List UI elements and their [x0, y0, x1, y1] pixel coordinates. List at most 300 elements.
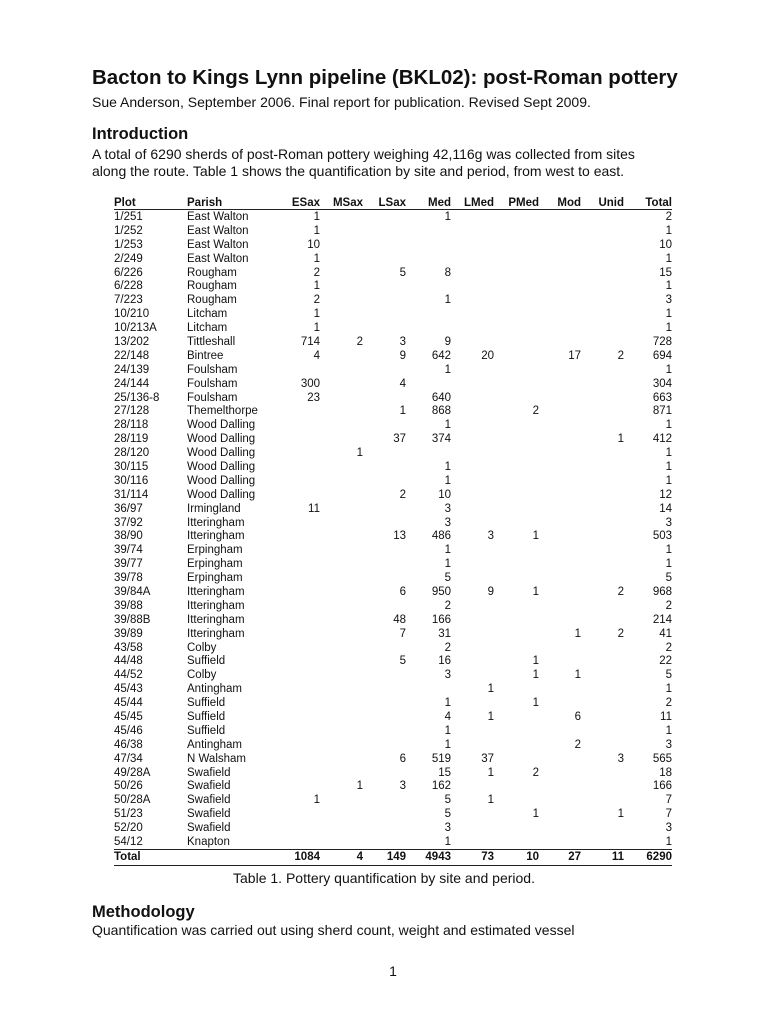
table-cell — [581, 266, 624, 280]
table-cell: 16 — [438, 655, 451, 668]
table-cell: 45/45 — [114, 711, 143, 723]
table-cell — [282, 738, 320, 752]
table-cell: 1 — [313, 210, 320, 223]
table-cell — [494, 266, 539, 280]
table-cell: 37 — [481, 752, 494, 765]
table-cell: 1 — [617, 433, 624, 446]
table-cell: 18 — [659, 766, 672, 779]
table-cell: 51/23 — [114, 808, 143, 821]
table-row — [114, 793, 672, 807]
table-cell — [539, 613, 581, 627]
table-cell — [494, 279, 539, 293]
table-cell — [363, 252, 406, 266]
table-cell: 1 — [444, 474, 451, 487]
table-cell: 3 — [399, 335, 406, 348]
table-cell — [282, 404, 320, 418]
table-cell: 519 — [431, 752, 451, 765]
table-cell: 1 — [665, 558, 672, 571]
table-cell: 486 — [431, 530, 451, 543]
table-cell: 37 — [393, 433, 406, 446]
table-cell — [363, 460, 406, 474]
table-cell: Wood Dalling — [187, 433, 256, 446]
table-row — [114, 738, 672, 752]
table-row — [114, 502, 672, 516]
table-cell — [539, 835, 581, 849]
table-cell: East Walton — [187, 252, 249, 265]
table-cell: 3 — [665, 822, 672, 835]
table-cell — [539, 210, 581, 224]
table-cell — [539, 502, 581, 516]
table-cell: 2 — [313, 266, 320, 279]
table-cell: 5 — [665, 572, 672, 585]
table-cell: 1/251 — [114, 210, 143, 223]
table-cell — [494, 627, 539, 641]
table-cell — [539, 766, 581, 780]
table-cell: 1 — [313, 322, 320, 335]
table-cell: Knapton — [187, 836, 230, 849]
table-cell: 5 — [444, 808, 451, 821]
table-cell: 6/228 — [114, 280, 143, 293]
table-cell: 1 — [487, 794, 494, 807]
table-cell: Swafield — [187, 780, 231, 793]
table-row — [114, 585, 672, 599]
table-cell — [539, 752, 581, 766]
table-row — [114, 724, 672, 738]
table-cell — [320, 529, 363, 543]
table-cell — [363, 557, 406, 571]
table-cell: 6 — [399, 585, 406, 598]
table-cell: Suffield — [187, 711, 226, 723]
table-cell — [581, 377, 624, 391]
intro-paragraph-line-1: A total of 6290 sherds of post-Roman pottery weighing 42,116g was collected from sites — [92, 146, 635, 162]
table-cell: 3 — [444, 669, 451, 682]
page-number: 1 — [389, 963, 397, 979]
table-cell — [363, 543, 406, 557]
table-row — [114, 391, 672, 405]
table-cell: 300 — [300, 377, 320, 390]
table-cell: Irmingland — [187, 502, 241, 515]
table-cell: Foulsham — [187, 377, 238, 390]
table-cell: 3 — [665, 294, 672, 307]
table-cell — [494, 599, 539, 613]
table-cell — [494, 210, 539, 224]
table-cell — [320, 696, 363, 710]
table-cell: 1 — [532, 697, 539, 710]
table-cell: 1 — [399, 405, 406, 418]
table-row — [114, 279, 672, 293]
table-cell: 4 — [444, 711, 451, 723]
table-cell: 694 — [652, 349, 672, 362]
table-cell: 28/119 — [114, 433, 149, 446]
table-cell: Tittleshall — [187, 335, 236, 348]
table-cell: 22/148 — [114, 349, 150, 362]
table-cell — [363, 835, 406, 849]
table-cell: 1 — [574, 627, 581, 640]
column-header-mod: Mod — [539, 194, 581, 210]
table-cell: 10 — [659, 238, 672, 251]
table-row — [114, 766, 672, 780]
table-cell — [451, 307, 494, 321]
table-cell — [494, 224, 539, 238]
table-cell: Wood Dalling — [187, 447, 256, 460]
table-cell — [494, 613, 539, 627]
table-cell — [581, 516, 624, 530]
table-cell: 1 — [313, 794, 320, 807]
table-cell — [539, 363, 581, 377]
table-cell: Themelthorpe — [187, 405, 258, 418]
table-cell — [451, 543, 494, 557]
table-caption: Table 1. Pottery quantification by site and period. — [233, 870, 535, 886]
table-cell — [282, 460, 320, 474]
table-cell — [539, 391, 581, 405]
table-cell: 2 — [532, 405, 539, 418]
table-cell — [539, 516, 581, 530]
table-cell — [539, 307, 581, 321]
table-cell: 166 — [652, 780, 672, 793]
table-cell — [494, 474, 539, 488]
table-cell: 1/253 — [114, 238, 143, 251]
table-cell: Antingham — [187, 683, 242, 696]
table-cell — [282, 807, 320, 821]
table-cell: 7 — [665, 794, 672, 807]
table-cell: Colby — [187, 641, 217, 654]
table-cell: Itteringham — [187, 530, 245, 543]
table-cell — [320, 404, 363, 418]
table-cell — [494, 780, 539, 794]
table-cell: 1 — [444, 363, 451, 376]
table-cell — [581, 210, 624, 224]
table-cell — [581, 224, 624, 238]
table-cell: 1/252 — [114, 224, 143, 237]
table-cell — [320, 418, 363, 432]
table-cell — [451, 571, 494, 585]
column-header-total: Total — [624, 194, 672, 210]
table-cell — [494, 363, 539, 377]
column-header-lsax: LSax — [363, 194, 406, 210]
table-cell — [494, 252, 539, 266]
table-cell: 15 — [659, 266, 672, 279]
table-cell — [581, 252, 624, 266]
table-cell: 44/48 — [114, 655, 143, 668]
table-cell — [282, 585, 320, 599]
table-cell: 39/89 — [114, 627, 143, 640]
table-cell — [581, 780, 624, 794]
table-cell — [363, 793, 406, 807]
table-cell — [539, 585, 581, 599]
table-cell — [282, 363, 320, 377]
table-cell — [451, 627, 494, 641]
table-cell: 1 — [665, 836, 672, 849]
table-row — [114, 432, 672, 446]
table-cell: 38/90 — [114, 530, 143, 543]
table-cell: 1 — [665, 724, 672, 737]
table-cell — [406, 224, 451, 238]
table-cell — [363, 321, 406, 335]
table-row — [114, 641, 672, 655]
table-cell — [451, 404, 494, 418]
table-cell — [539, 446, 581, 460]
table-row — [114, 516, 672, 530]
table-cell: Wood Dalling — [187, 474, 256, 487]
table-cell — [282, 432, 320, 446]
table-cell: 31/114 — [114, 488, 149, 501]
table-cell — [494, 543, 539, 557]
table-header-row — [114, 194, 672, 210]
table-cell: 1 — [532, 655, 539, 668]
table-cell: 13 — [393, 530, 406, 543]
table-row — [114, 293, 672, 307]
column-header-parish: Parish — [187, 194, 282, 210]
table-cell — [363, 738, 406, 752]
table-cell — [320, 488, 363, 502]
table-cell — [320, 363, 363, 377]
table-cell — [406, 307, 451, 321]
table-cell — [494, 516, 539, 530]
table-cell: 17 — [568, 349, 581, 362]
table-row — [114, 543, 672, 557]
table-cell: 871 — [652, 405, 672, 418]
column-header-esax: ESax — [282, 194, 320, 210]
methodology-heading: Methodology — [92, 903, 195, 921]
total-cell: 11 — [581, 849, 624, 865]
table-cell — [581, 571, 624, 585]
table-cell: 22 — [659, 655, 672, 668]
table-row — [114, 710, 672, 724]
table-cell: 1 — [487, 711, 494, 723]
table-cell — [451, 418, 494, 432]
table-cell — [282, 696, 320, 710]
column-header-lmed: LMed — [451, 194, 494, 210]
table-cell — [451, 502, 494, 516]
table-cell: 45/44 — [114, 697, 143, 710]
table-cell: 2 — [665, 210, 672, 223]
table-cell: 1 — [444, 294, 451, 307]
table-cell — [494, 641, 539, 655]
table-cell — [539, 821, 581, 835]
table-cell — [494, 391, 539, 405]
table-cell — [406, 252, 451, 266]
total-cell: 73 — [451, 849, 494, 865]
table-cell — [494, 321, 539, 335]
table-cell — [363, 293, 406, 307]
table-cell — [451, 835, 494, 849]
table-cell: Erpingham — [187, 572, 243, 585]
table-cell: 640 — [431, 391, 451, 404]
table-cell — [581, 529, 624, 543]
table-cell — [451, 252, 494, 266]
table-total-row — [114, 849, 672, 865]
table-cell — [363, 724, 406, 738]
table-cell: East Walton — [187, 224, 249, 237]
table-cell: 2 — [665, 599, 672, 612]
table-cell — [581, 835, 624, 849]
table-cell — [320, 321, 363, 335]
table-cell — [320, 793, 363, 807]
table-cell: 10 — [438, 488, 451, 501]
table-row — [114, 529, 672, 543]
table-cell: 46/38 — [114, 738, 143, 751]
table-cell: 3 — [444, 516, 451, 529]
table-cell — [451, 696, 494, 710]
table-cell: 1 — [444, 419, 451, 432]
table-cell: 1 — [665, 419, 672, 432]
table-cell — [539, 529, 581, 543]
table-cell — [406, 446, 451, 460]
table-cell: 5 — [399, 266, 406, 279]
table-cell: Swafield — [187, 794, 231, 807]
table-cell — [539, 460, 581, 474]
table-cell — [581, 738, 624, 752]
table-cell — [282, 668, 320, 682]
table-cell — [363, 502, 406, 516]
author-line: Sue Anderson, September 2006. Final report for publication. Revised Sept 2009. — [92, 94, 591, 110]
table-row — [114, 460, 672, 474]
table-cell: Rougham — [187, 294, 237, 307]
table-cell: 39/84A — [114, 585, 151, 598]
table-cell: 1 — [313, 252, 320, 265]
table-cell: 6/226 — [114, 266, 143, 279]
table-cell — [363, 682, 406, 696]
total-cell: Total — [114, 849, 187, 865]
table-cell — [581, 321, 624, 335]
table-cell — [320, 807, 363, 821]
table-cell: Itteringham — [187, 627, 245, 640]
table-cell — [451, 668, 494, 682]
table-cell — [494, 835, 539, 849]
table-cell — [451, 655, 494, 669]
table-cell: 4 — [399, 377, 406, 390]
table-cell: 48 — [393, 613, 406, 626]
column-header-pmed: PMed — [494, 194, 539, 210]
table-cell: 24/139 — [114, 363, 150, 376]
table-cell: 15 — [438, 766, 451, 779]
table-cell — [581, 724, 624, 738]
table-cell — [451, 780, 494, 794]
table-cell: 43/58 — [114, 641, 143, 654]
table-cell — [494, 724, 539, 738]
table-row — [114, 613, 672, 627]
table-cell — [363, 474, 406, 488]
table-cell: 39/77 — [114, 558, 143, 571]
table-cell — [539, 293, 581, 307]
table-cell — [494, 557, 539, 571]
table-cell — [282, 529, 320, 543]
column-header-plot: Plot — [114, 194, 187, 210]
table-cell — [363, 696, 406, 710]
table-cell — [363, 807, 406, 821]
intro-paragraph-line-2: along the route. Table 1 shows the quantification by site and period, from west to east. — [92, 163, 625, 179]
table-cell — [451, 557, 494, 571]
table-cell — [494, 738, 539, 752]
table-row — [114, 752, 672, 766]
table-cell — [451, 516, 494, 530]
table-cell — [494, 377, 539, 391]
table-cell — [581, 488, 624, 502]
table-cell: Foulsham — [187, 391, 238, 404]
table-cell — [406, 377, 451, 391]
table-cell — [539, 780, 581, 794]
table-row — [114, 655, 672, 669]
column-header-unid: Unid — [581, 194, 624, 210]
table-cell — [451, 293, 494, 307]
table-cell — [539, 377, 581, 391]
total-cell: 10 — [494, 849, 539, 865]
table-cell — [451, 613, 494, 627]
table-cell — [282, 599, 320, 613]
table-cell: 25/136-8 — [114, 391, 160, 404]
table-cell — [539, 557, 581, 571]
table-cell: 7/223 — [114, 294, 143, 307]
table-row — [114, 557, 672, 571]
table-cell: 24/144 — [114, 377, 150, 390]
table-cell — [282, 543, 320, 557]
table-cell — [451, 266, 494, 280]
total-cell: 4943 — [406, 849, 451, 865]
table-cell — [320, 516, 363, 530]
table-cell: Wood Dalling — [187, 460, 256, 473]
table-row — [114, 238, 672, 252]
table-cell — [539, 488, 581, 502]
table-cell: 45/43 — [114, 683, 143, 696]
table-cell: 27/128 — [114, 405, 150, 418]
table-cell — [320, 307, 363, 321]
table-cell — [320, 668, 363, 682]
table-cell — [282, 710, 320, 724]
table-cell: 1 — [532, 808, 539, 821]
table-cell — [581, 404, 624, 418]
table-cell: 1 — [356, 780, 363, 793]
table-cell: 11 — [308, 502, 320, 515]
table-cell — [363, 710, 406, 724]
table-cell: 1 — [532, 530, 539, 543]
table-cell — [282, 780, 320, 794]
table-cell — [320, 557, 363, 571]
table-cell: 36/97 — [114, 502, 143, 515]
table-cell: 2 — [617, 349, 624, 362]
table-cell — [539, 418, 581, 432]
table-cell: Swafield — [187, 822, 231, 835]
table-cell — [581, 502, 624, 516]
table-cell: 45/46 — [114, 724, 143, 737]
table-cell: 714 — [300, 335, 320, 348]
table-cell — [581, 766, 624, 780]
table-cell — [282, 613, 320, 627]
table-row — [114, 307, 672, 321]
table-cell — [581, 418, 624, 432]
table-cell — [539, 474, 581, 488]
table-cell — [282, 641, 320, 655]
table-cell: 54/12 — [114, 836, 143, 849]
table-cell — [451, 738, 494, 752]
table-cell: 1 — [444, 697, 451, 710]
table-cell: 5 — [444, 572, 451, 585]
table-cell — [494, 293, 539, 307]
table-cell: 2 — [356, 335, 363, 348]
table-cell — [282, 724, 320, 738]
table-cell: 7 — [399, 627, 406, 640]
table-cell — [581, 335, 624, 349]
table-row — [114, 682, 672, 696]
table-cell — [363, 307, 406, 321]
table-cell — [581, 682, 624, 696]
table-cell — [363, 446, 406, 460]
total-cell — [187, 849, 282, 865]
table-row — [114, 404, 672, 418]
table-cell — [363, 821, 406, 835]
table-cell — [320, 474, 363, 488]
table-cell: 30/115 — [114, 460, 149, 473]
table-cell: Wood Dalling — [187, 488, 256, 501]
